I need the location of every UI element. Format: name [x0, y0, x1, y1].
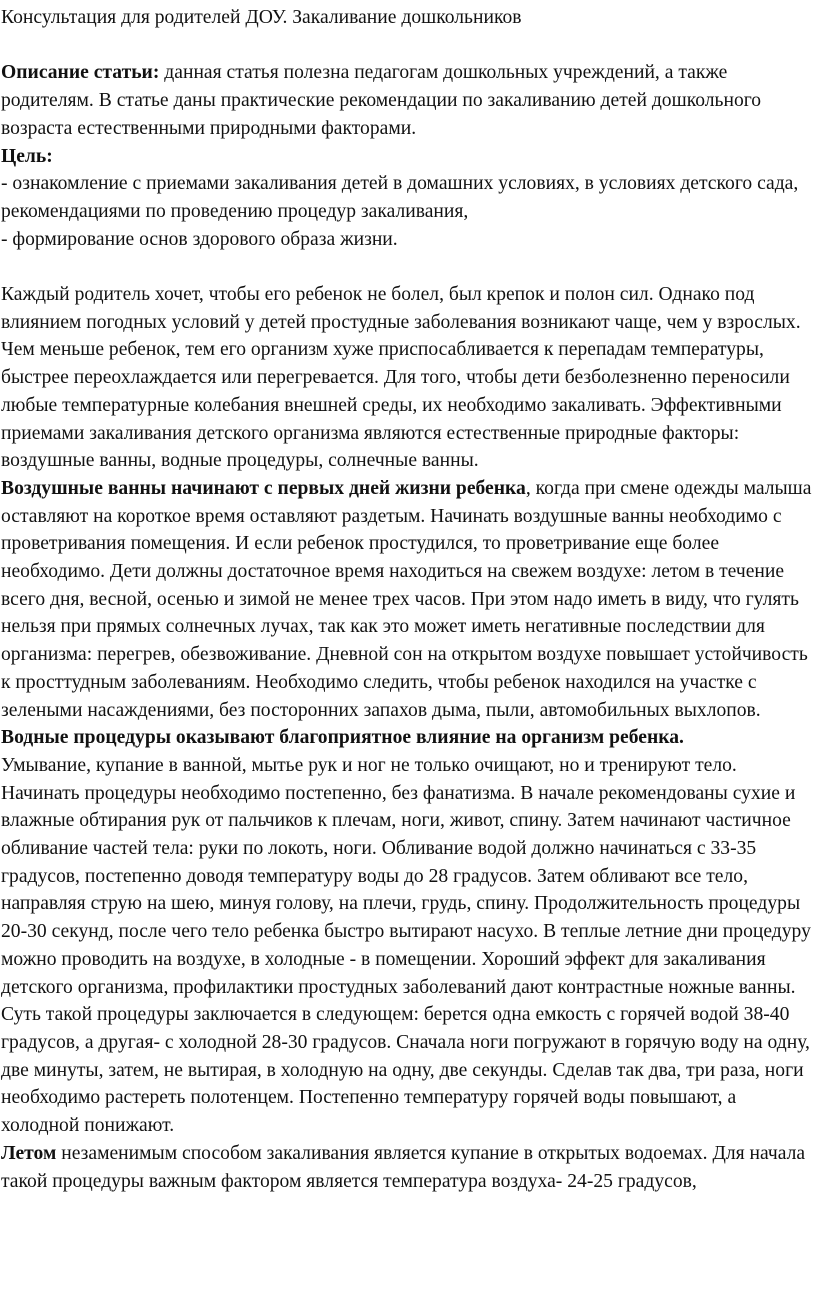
- air-baths-text: , когда при смене одежды малыша оставляют на короткое время оставляют раздетым. Начинать воздушные ванны необходимо с проветривания помещения. И если ребенок простудился, то проветривание еще более необходимо. Дети должны достаточное время находиться на свежем воздухе: летом в течение всего дня, весной, осенью и зимой не менее трех часов. При этом надо иметь в виду, что гулять нельзя при прямых солнечных лучах, так как это может иметь негативные последствии для организма: перегрев, обезвоживание. Дневной сон на открытом воздухе повышает устойчивость к просттудным заболеваниям. Необходимо следить, чтобы ребенок находился на участке с зелеными насаждениями, без посторонних запахов дыма, пыли, автомобильных выхлопов.: [1, 477, 812, 721]
- description-label: Описание статьи:: [1, 62, 160, 84]
- spacer: [1, 32, 812, 60]
- summer-lead: Летом: [1, 1142, 57, 1164]
- description-paragraph: [1, 59, 812, 142]
- spacer: [1, 253, 812, 281]
- water-procedures-text: Умывание, купание в ванной, мытье рук и ног не только очищают, но и тренируют тело. Начинать процедуры необходимо постепенно, без фанатизма. В начале рекомендованы сухие и влажные обтирания рук от пальчиков к плечам, ноги, живот, спину. Затем начинают частичное обливание частей тела: руки по локоть, ноги. Обливание водой должно начинаться с 33-35 градусов, постепенно доводя температуру воды до 28 градусов. Затем обливают все тело, направляя струю на шею, минуя голову, на плечи, грудь, спину. Продолжительность процедуры 20-30 секунд, после чего тело ребенка быстро вытирают насухо. В теплые летние дни процедуру можно проводить на воздухе, в холодные - в помещении. Хороший эффект для закаливания детского организма, профилактики простудных заболеваний дают контрастные ножные ванны. Суть такой процедуры заключается в следующем: берется одна емкость с горячей водой 38-40 градусов, а другая- с холодной 28-30 градусов. Сначала ноги погружают в горячую воду на одну, две минуты, затем, не вытирая, в холодную на одну, две секунды. Сделав так два, три раза, ноги необходимо растереть полотенцем. Постепенно температуру горячей воды повышают, а холодной понижают.: [1, 754, 811, 1137]
- goal-item-2: - формирование основ здорового образа жизни.: [1, 228, 398, 250]
- summer-text: незаменимым способом закаливания является купание в открытых водоемах. Для начала такой процедуры важным фактором является температура воздуха- 24-25 градусов,: [1, 1142, 806, 1192]
- air-baths-paragraph: [1, 475, 812, 724]
- water-procedures-heading: Водные процедуры оказывают благоприятное влияние на организм ребенка.: [1, 727, 684, 749]
- air-baths-lead: Воздушные ванны начинают с первых дней жизни ребенка: [1, 477, 526, 499]
- goal-item-1: - ознакомление с приемами закаливания детей в домашних условиях, в условиях детского сада, рекомендациями по проведению процедур закаливания,: [1, 173, 799, 222]
- summer-paragraph: [1, 1140, 812, 1195]
- description-text: данная статья полезна педагогам дошкольных учреждений, а также родителям. В статье даны практические рекомендации по закаливанию детей дошкольного возраста естественными природными факторами.: [1, 62, 762, 139]
- goal-label: Цель:: [1, 145, 53, 167]
- intro-paragraph: Каждый родитель хочет, чтобы его ребенок не болел, был крепок и полон сил. Однако под влиянием погодных условий у детей простудные заболевания возникают чаще, чем у взрослых. Чем меньше ребенок, тем его организм хуже приспосабливается к перепадам температуры, быстрее переохлаждается или перегревается. Для того, чтобы дети безболезненно переносили любые температурные колебания внешней среды, их необходимо закаливать. Эффективными приемами закаливания детского организма являются естественные природные факторы: воздушные ванны, водные процедуры, солнечные ванны.: [1, 284, 801, 472]
- document-title: Консультация для родителей ДОУ. Закаливание дошкольников: [1, 7, 522, 28]
